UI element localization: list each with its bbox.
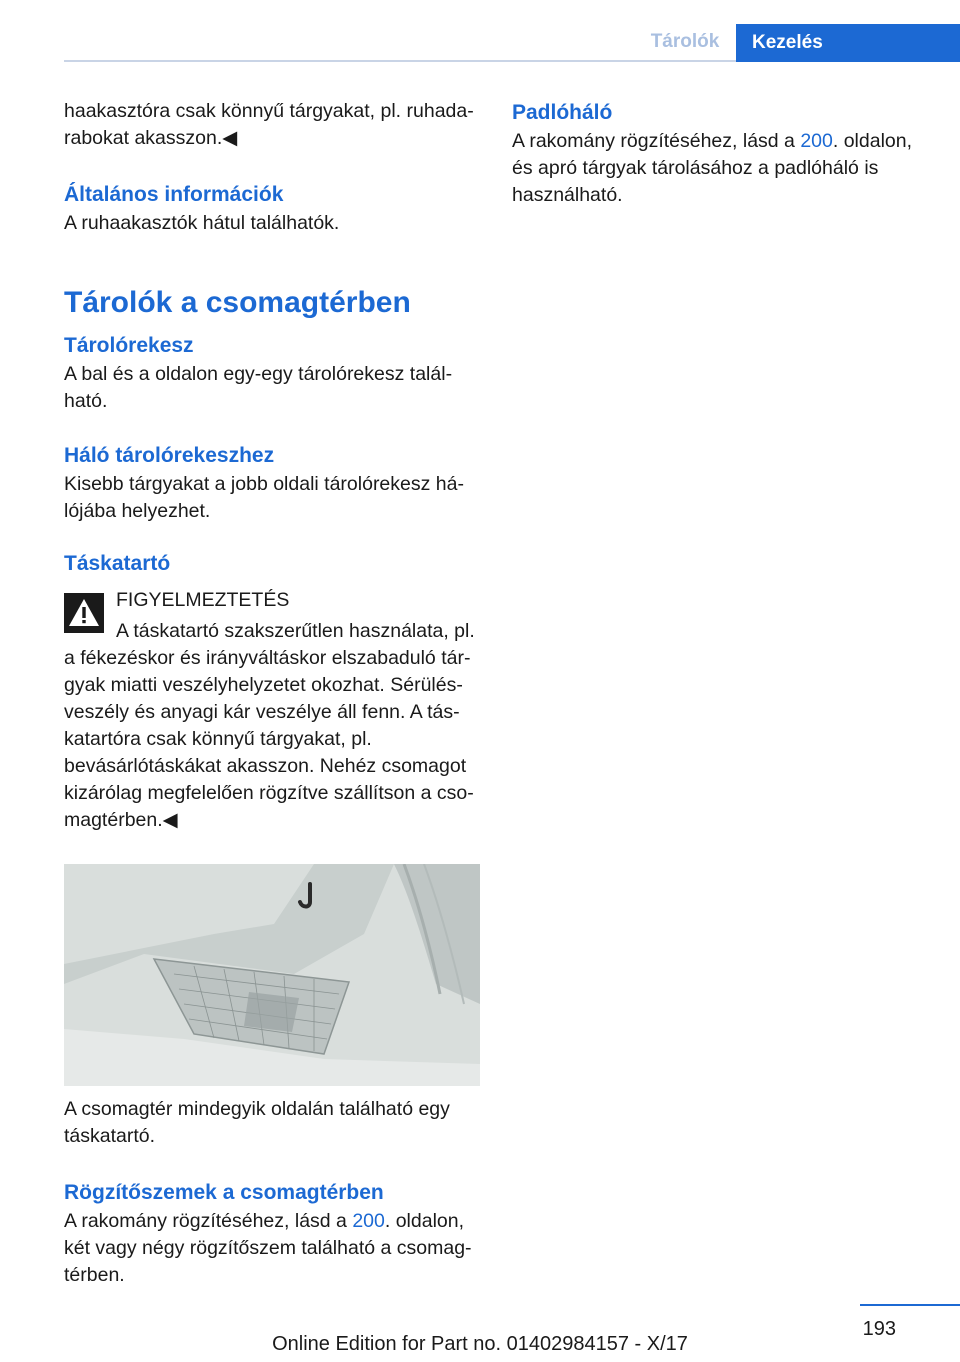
floor-text-b: . oldalon, és apró tárgyak tárolásához a padlóháló is használható. xyxy=(512,130,913,206)
page-link-200-floor[interactable]: 200 xyxy=(800,130,833,152)
heading-general-info: Általános információk xyxy=(64,183,284,206)
heading-lashing-eyes: Rögzítőszemek a csomagtérben xyxy=(64,1181,384,1204)
heading-compartment: Tárolórekesz xyxy=(64,334,194,357)
lashing-text-b: . oldalon, két vagy négy rögzítőszem található a csomagtérben. xyxy=(64,1210,472,1286)
page-link-200[interactable]: 200 xyxy=(352,1210,385,1232)
left-column xyxy=(64,98,480,1289)
warning-header-text xyxy=(116,587,475,645)
warning-title: FIGYELMEZTETÉS xyxy=(116,589,290,611)
lashing-text-a: A rakomány rögzítéséhez, lásd a xyxy=(64,1210,353,1232)
tab-tarolok[interactable]: Tárolók xyxy=(650,31,720,52)
figure-caption: A csomagtér mindegyik oldalán található egy táskatartó. xyxy=(64,1098,450,1147)
floor-net-text xyxy=(512,128,928,209)
lashing-eyes-text xyxy=(64,1208,480,1289)
general-info-text: A ruhaakasztók hátul találhatók. xyxy=(64,212,340,234)
edition-footer: Online Edition for Part no. 01402984157 - X/17 xyxy=(272,1333,688,1355)
intro-text: haakasztóra csak könnyű tárgyakat, pl. ruhadarabokat akasszon.◀ xyxy=(64,100,474,149)
heading-net: Háló tárolórekeszhez xyxy=(64,444,275,467)
section-title: Tárolók a csomagtérben xyxy=(64,286,411,319)
warning-block xyxy=(64,587,480,645)
warning-triangle-icon xyxy=(64,593,104,633)
heading-bag-holder: Táskatartó xyxy=(64,552,171,575)
heading-floor-net: Padlóháló xyxy=(512,101,613,124)
trunk-illustration xyxy=(64,864,480,1086)
floor-text-a: A rakomány rögzítéséhez, lásd a xyxy=(512,130,801,152)
tab-kezeles[interactable]: Kezelés xyxy=(736,24,960,62)
trunk-bag-holder-figure xyxy=(64,864,480,1086)
net-text: Kisebb tárgyakat a jobb oldali tárolórekesz hálójába helyezhet. xyxy=(64,473,464,522)
footer-rule xyxy=(860,1304,960,1306)
right-column xyxy=(512,98,928,209)
compartment-text: A bal és a oldalon egy-egy tárolórekesz található. xyxy=(64,363,453,412)
warning-body: a fékezéskor és irányváltáskor elszabaduló tárgyak miatti veszélyhelyzetet okozhat. Sérülésveszély és anyagi kár veszélye áll fenn. A táskatartóra csak könnyű tárgyakat, pl. bevásárlótáskákat akasszon. Nehéz csomagot kizárólag megfelelően rögzítve szállítson a csomagtérben.◀ xyxy=(64,647,474,831)
warning-first-line: A táskatartó szakszerűtlen használata, pl. xyxy=(116,620,475,642)
page-number: 193 xyxy=(862,1318,896,1340)
